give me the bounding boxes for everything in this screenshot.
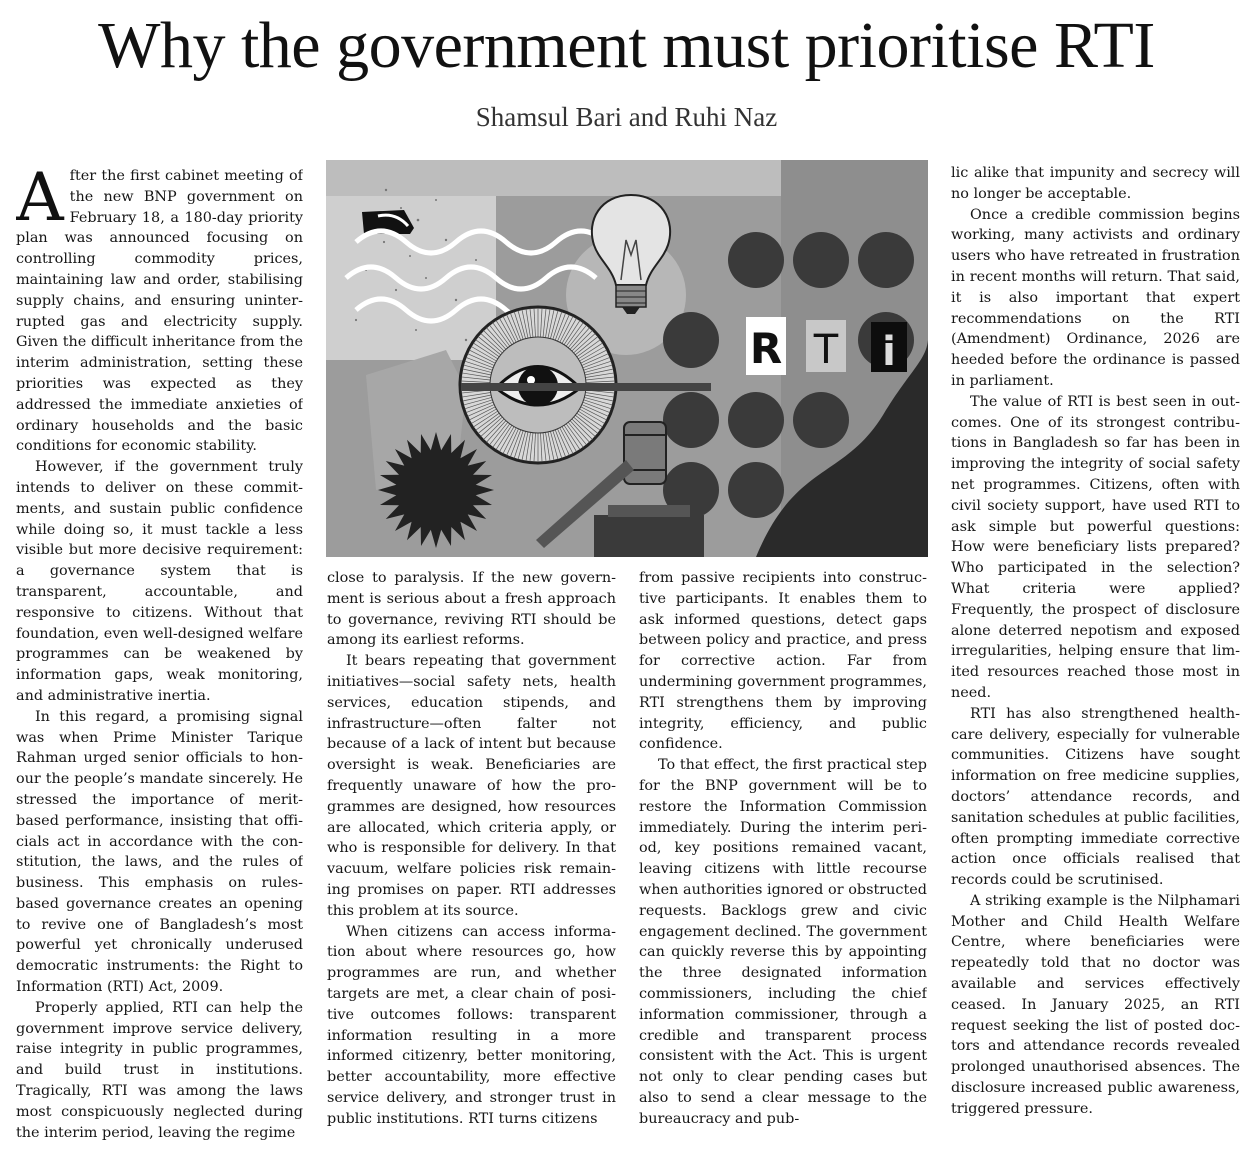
article-column-3 [639, 568, 927, 1148]
paragraph: However, if the government truly intends to deliver on these commitments, and sustain public confidence while doing so, it must tackle a less visible but more decisive requirement: a governance system that is transparent, accountable, and responsive to citizens. Without that foundation, even well-designed welfare programmes can be weakened by information gaps, weak monitoring, and administrative inertia. [16, 459, 303, 704]
paragraph: RTI has also strengthened healthcare delivery, especially for vulnerable communities. Citizens have sought information on free medicine supplies, doctors’ attendance records, and sanitation schedules at public facilities, often prompting immediate corrective action once officials realised that records could be scrutinised. [951, 705, 1240, 889]
paragraph: The value of RTI is best seen in outcomes. One of its strongest contributions in Bangladesh so far has been in improving the integrity of social safety net programmes. Citizens, often with civil society support, have used RTI to ask simple but powerful questions: How were beneficiary lists prepared? Who participated in the selection? What criteria were applied? Frequently, the prospect of disclosure alone deterred nepotism and exposed irregularities, helping ensure that limited resources reached those most in need. [951, 393, 1240, 701]
article-byline: Shamsul Bari and Ruhi Naz [475, 102, 778, 132]
article-column-1 [16, 166, 303, 1148]
paragraph: To that effect, the first practical step for the BNP government will be to restore the Information Commission immediately. During the interim period, key positions remained vacant, leaving citizens with little recourse when authorities ignored or obstructed requests. Backlogs grew and civic engagement declined. The government can quickly reverse this by appointing the three designated information commissioners, including the chief information commissioner, through a credible and transparent process consistent with the Act. This is urgent not only to clear pending cases but also to send a clear message to the bureaucracy and pub- [639, 757, 927, 1127]
letter-r: R [749, 324, 783, 373]
article-column-2 [327, 568, 616, 1148]
paragraph: close to paralysis. If the new government is serious about a fresh approach to governance, reviving RTI should be among its earliest reforms. [327, 570, 616, 649]
article-headline: Why the government must prioritise RTI [98, 9, 1155, 82]
paragraph: from passive recipients into constructive participants. It enables them to ask informed questions, detect gaps between policy and practice, and press for corrective action. Far from undermining government programmes, RTI strengthens them by improving integrity, efficiency, and public confidence. [639, 570, 927, 753]
paragraph: In this regard, a promising signal was when Prime Minister Tarique Rahman urged senior officials to honour the people’s mandate sincerely. He stressed the importance of merit-based performance, insisting that officials act in accordance with the constitution, the laws, and the rules of business. This emphasis on rules-based governance creates an opening to revive one of Bangladesh’s most powerful yet chronically underused democratic instruments: the Right to Information (RTI) Act, 2009. [16, 708, 303, 996]
starburst-icon [378, 432, 494, 548]
paragraph: When citizens can access information about where resources go, how programmes are run, and whether targets are met, a clear chain of positive outcomes follows: transparent information resulting in a more informed citizenry, better monitoring, better accountability, more effective service delivery, and stronger trust in public institutions. RTI turns citizens [327, 923, 616, 1127]
paragraph: A striking example is the Nilphamari Mother and Child Health Welfare Centre, where beneficiaries were repeatedly told that no doctor was available and services effectively ceased. In January 2025, an RTI request seeking the list of posted doctors and attendance records revealed prolonged unauthorised absences. The disclosure increased public awareness, triggered pressure. [951, 892, 1240, 1117]
paragraph: lic alike that impunity and secrecy will no longer be acceptable. [951, 165, 1240, 202]
article-column-4 [951, 163, 1240, 1148]
paragraph: Once a credible commission begins working, many activists and ordinary users who have retreated in frustration in recent months will return. That said, it is also important that expert recommendations on the RTI (Amendment) Ordinance, 2026 are heeded before the ordinance is passed in parliament. [951, 206, 1240, 389]
paragraph: It bears repeating that government initiatives—social safety nets, health services, education stipends, and infrastructure—often falter not because of a lack of intent but because oversight is weak. Beneficiaries are frequently unaware of how the programmes are designed, how resources are allocated, which criteria apply, or who is responsible for delivery. In that vacuum, welfare policies risk remaining promises on paper. RTI addresses this problem at its source. [327, 653, 616, 919]
rti-letters [746, 317, 907, 375]
letter-t: T [813, 327, 839, 373]
letter-i: i [882, 329, 896, 375]
paragraph [16, 166, 303, 457]
article-illustration [326, 160, 928, 557]
paragraph-text: fter the first cabinet meeting of the new BNP government on February 18, a 180-day priority plan was announced focusing on controlling commodity prices, maintaining law and order, stabilising supply chains, and ensuring uninterrupted gas and electricity supply. Given the difficult inheritance from the interim administration, setting these priorities was expected as they addressed the immediate anxieties of ordinary households and the basic conditions for economic stability. [16, 168, 303, 455]
paragraph: Properly applied, RTI can help the government improve service delivery, raise integrity in public programmes, and build trust in institutions. Tragically, RTI was among the laws most conspicuously neglected during the interim period, leaving the regime [16, 999, 303, 1141]
drop-cap: A [16, 166, 64, 236]
